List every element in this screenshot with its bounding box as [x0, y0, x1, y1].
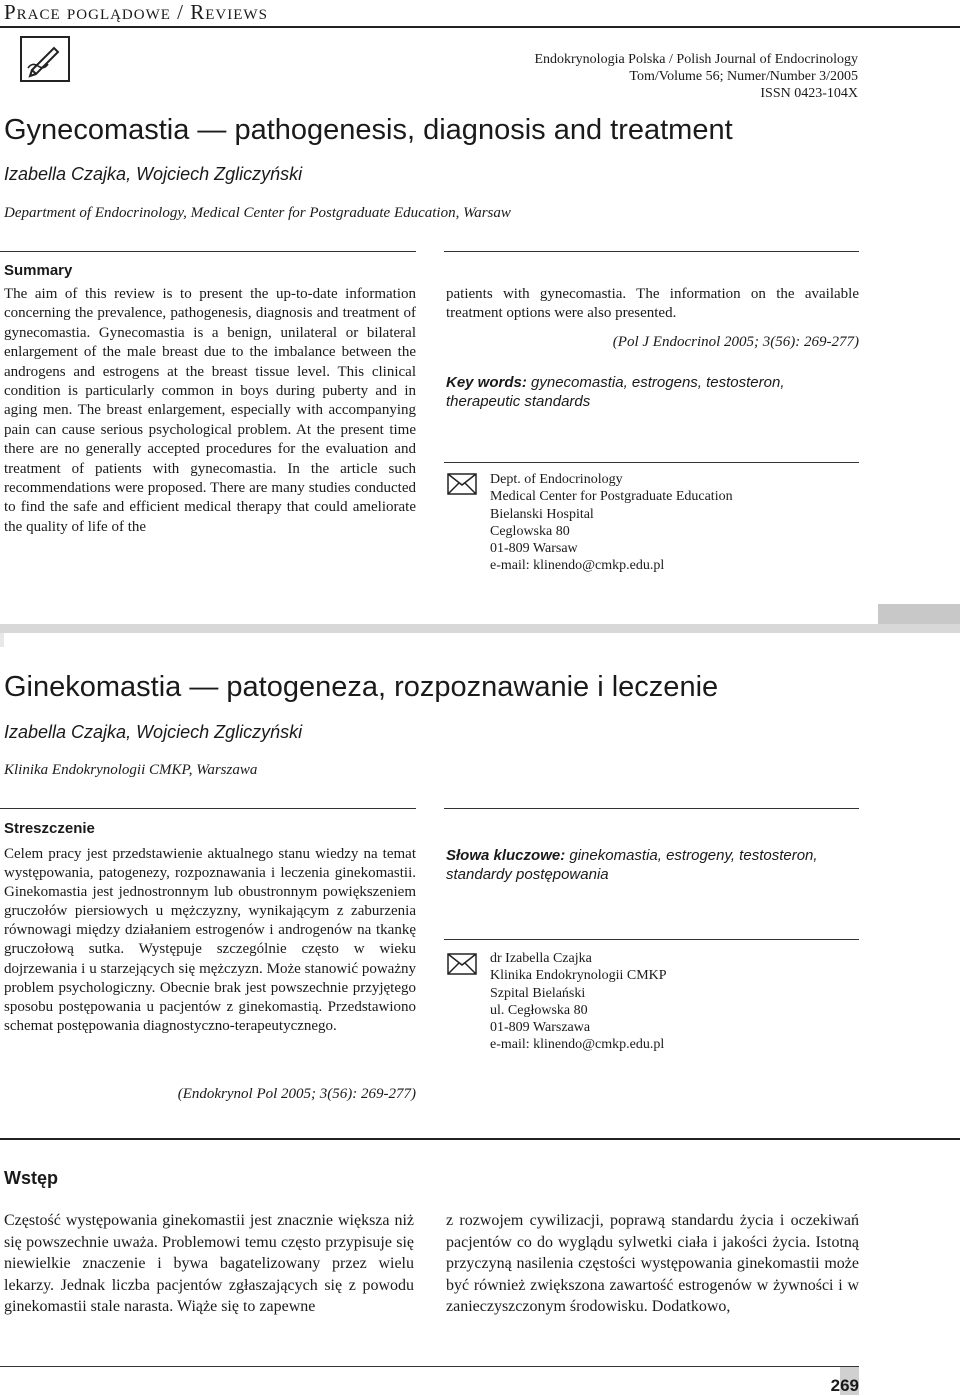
address-line: Bielanski Hospital — [490, 506, 594, 522]
streszczenie-rule-left — [0, 808, 416, 809]
affiliation-pl: Klinika Endokrynologii CMKP, Warszawa — [4, 762, 258, 778]
page-number: 269 — [830, 1376, 859, 1395]
keywords-en — [446, 373, 859, 412]
journal-volume: Tom/Volume 56; Numer/Number 3/2005 — [629, 69, 858, 84]
intro-text-right: z rozwojem cywilizacji, poprawą standardu życia i oczekiwań pacjentów co do wyglądu sylwetki ciała i jakości życia. Istotną przyczyną nasilenia częstości występowania ginekomastii może być również zwiększona zawartość estrogenów w żywności i w zanieczyszczonym środowisku. Dodatkowo, — [446, 1212, 859, 1316]
address-line: 01-809 Warszawa — [490, 1020, 591, 1036]
journal-name: Endokrynologia Polska / Polish Journal of Endocrinology — [534, 52, 858, 67]
summary-text: The aim of this review is to present the up-to-date information concerning the prevalence, pathogenesis, diagnosis and treatment of gynecomastia. Gynecomastia is a benign, unilateral or bilateral enlargement of the male breast due to the imbalance between the androgens and estrogens at the breast tissue level. This clinical condition is particularly common in boys during puberty and in aging men. The breast enlargement, especially with accompanying pain can cause serious psychological problem. At the present time there are no generally accepted procedures for the evaluation and treatment of patients with gynecomastia. In the article such recommendations were proposed. There are many studies conducted to find the safe and efficient medical therapy that could ameliorate the quality of life of the — [4, 286, 416, 535]
section-band — [0, 624, 960, 633]
keywords-pl — [446, 846, 859, 885]
summary-continuation: patients with gynecomastia. The information on the available treatment options were also presented. — [446, 286, 859, 322]
journal-issn: ISSN 0423-104X — [760, 86, 858, 101]
address-line: Ceglowska 80 — [490, 523, 570, 539]
streszczenie-citation: (Endokrynol Pol 2005; 3(56): 269-277) — [177, 1086, 416, 1102]
streszczenie-text: Celem pracy jest przedstawienie aktualnego stanu wiedzy na temat występowania, patogenezy, rozpoznawania i leczenia ginekomastii. Ginekomastia jest jednostronnym lub obustronnym powiększeniem gruczołów piersiowych u mężczyzny, wynikającym z zaburzenia równowagi między działaniem estrogenów i androgenów na tkankę gruczołową sutka. Występuje szczególnie często w wieku dojrzewania i u starzejących się mężczyzn. Może stanowić poważny problem psychologiczny. Obecnie brak jest powszechnie przyjętego sposobu postępowania u pacjentów z ginekomastią. Przedstawiono schemat postępowania diagnostyczno-terapeutycznego. — [4, 846, 416, 1034]
article-title-pl: Ginekomastia — patogeneza, rozpoznawanie i leczenie — [4, 671, 719, 703]
address-pl — [490, 950, 667, 1054]
address-line: ul. Cegłowska 80 — [490, 1002, 588, 1018]
address-email: e-mail: klinendo@cmkp.edu.pl — [490, 558, 665, 574]
address-line: 01-809 Warsaw — [490, 541, 578, 557]
header-rule — [0, 26, 960, 28]
keywords-list: ginekomastia, estrogeny, testosteron, standardy postępowania — [446, 847, 818, 884]
summary-rule-left — [0, 251, 416, 252]
intro-rule — [0, 1138, 960, 1140]
envelope-icon — [447, 473, 477, 495]
summary-rule-right — [444, 251, 859, 252]
pen-writing-icon — [20, 36, 70, 82]
address-line: Dept. of Endocrinology — [490, 472, 623, 487]
address-rule-en — [444, 462, 859, 463]
envelope-icon — [447, 953, 477, 975]
authors-en: Izabella Czajka, Wojciech Zgliczyński — [4, 164, 303, 184]
summary-heading: Summary — [4, 262, 73, 279]
address-email: e-mail: klinendo@cmkp.edu.pl — [490, 1037, 665, 1053]
address-line: Medical Center for Postgraduate Education — [490, 489, 733, 505]
address-en — [490, 471, 733, 575]
address-line: dr Izabella Czajka — [490, 951, 592, 966]
intro-text-left: Częstość występowania ginekomastii jest znacznie większa niż się powszechnie uważa. Problemowi temu często przypisuje się niewielkie znaczenie i bywa bagatelizowany przez wielu lekarzy. Jednak liczba pacjentów zgłaszających się z powodu ginekomastii stale narasta. Wiąże się to zapewne — [4, 1212, 414, 1316]
article-title-en: Gynecomastia — pathogenesis, diagnosis and treatment — [4, 114, 733, 146]
affiliation-en: Department of Endocrinology, Medical Center for Postgraduate Education, Warsaw — [4, 205, 511, 221]
keywords-label: Słowa kluczowe: — [446, 847, 566, 864]
keywords-list: gynecomastia, estrogens, testosteron, therapeutic standards — [446, 374, 785, 411]
streszczenie-heading: Streszczenie — [4, 820, 95, 837]
intro-heading: Wstęp — [4, 1168, 58, 1188]
address-line: Klinika Endokrynologii CMKP — [490, 968, 667, 984]
journal-info — [534, 51, 858, 102]
keywords-label: Key words: — [446, 374, 527, 391]
section-label: Prace poglądowe / Reviews — [4, 0, 268, 24]
streszczenie-rule-right — [444, 808, 859, 809]
address-line: Szpital Bielański — [490, 985, 586, 1001]
footer-rule — [0, 1366, 859, 1367]
address-rule-pl — [444, 939, 859, 940]
authors-pl: Izabella Czajka, Wojciech Zgliczyński — [4, 722, 303, 742]
band-edge — [0, 633, 4, 647]
band-accent — [878, 604, 960, 624]
summary-citation: (Pol J Endocrinol 2005; 3(56): 269-277) — [612, 334, 859, 350]
